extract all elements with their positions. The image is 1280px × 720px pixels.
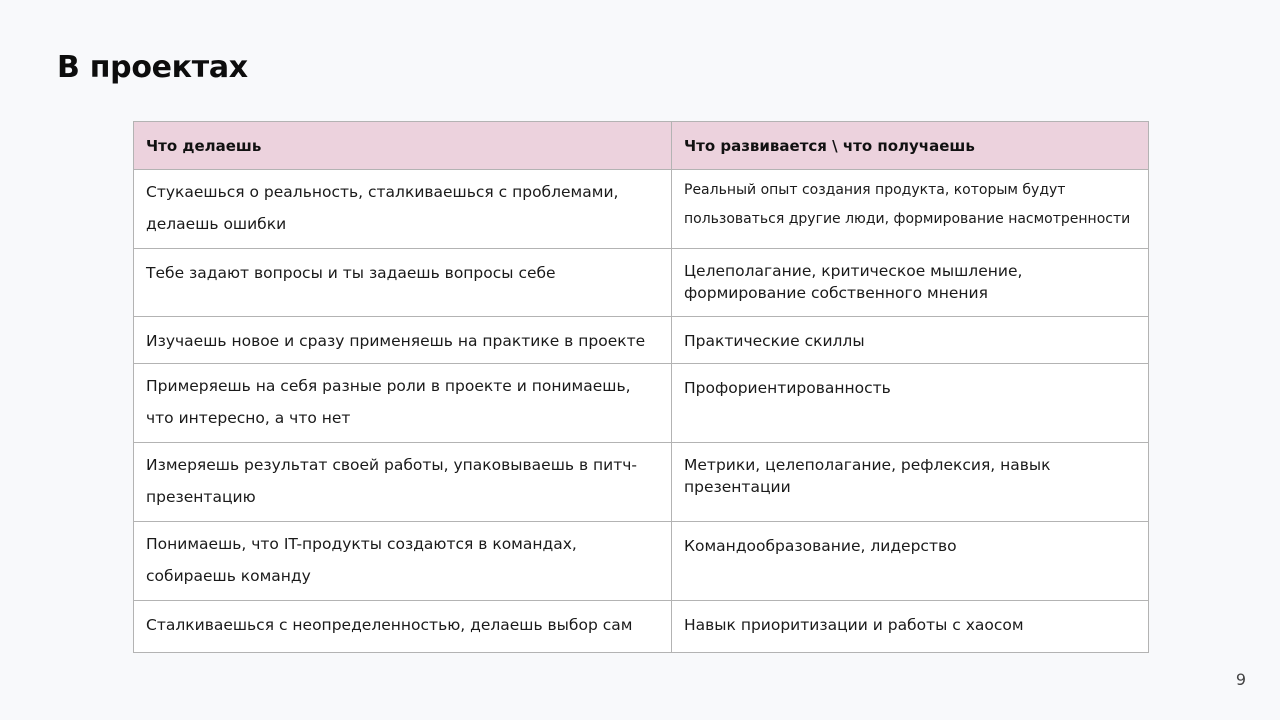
cell-gain <box>672 364 1149 443</box>
page-number: 9 <box>1235 670 1246 689</box>
cell-gain-text: Метрики, целеполагание, рефлексия, навык презентации <box>684 456 1051 496</box>
cell-doing <box>134 522 672 601</box>
cell-gain-text: Целеполагание, критическое мышление, формирование собственного мнения <box>684 262 1023 302</box>
table-row <box>134 317 1149 364</box>
cell-doing <box>134 249 672 317</box>
cell-doing-text: Измеряешь результат своей работы, упаковываешь в питч-презентацию <box>146 456 637 506</box>
cell-gain-text: Профориентированность <box>684 379 891 397</box>
cell-doing <box>134 317 672 364</box>
cell-doing <box>134 601 672 653</box>
slide-title: В проектах <box>57 50 248 85</box>
table-row <box>134 249 1149 317</box>
cell-doing <box>134 443 672 522</box>
cell-gain-text: Реальный опыт создания продукта, которым будут пользоваться другие люди, формирование насмотренности <box>684 182 1131 227</box>
cell-gain <box>672 317 1149 364</box>
table-row <box>134 522 1149 601</box>
cell-gain-text: Командообразование, лидерство <box>684 537 957 555</box>
header-gain: Что развивается \ что получаешь <box>672 122 1149 170</box>
cell-gain <box>672 249 1149 317</box>
table-row <box>134 443 1149 522</box>
cell-gain <box>672 522 1149 601</box>
cell-gain <box>672 601 1149 653</box>
cell-doing-text: Изучаешь новое и сразу применяешь на практике в проекте <box>146 332 646 350</box>
cell-gain <box>672 443 1149 522</box>
table-row <box>134 170 1149 249</box>
cell-gain <box>672 170 1149 249</box>
table-header-row <box>134 122 1149 170</box>
cell-doing-text: Стукаешься о реальность, сталкиваешься с проблемами, делаешь ошибки <box>146 183 619 233</box>
header-doing: Что делаешь <box>134 122 672 170</box>
cell-doing-text: Тебе задают вопросы и ты задаешь вопросы себе <box>146 264 556 282</box>
comparison-table-container <box>133 121 1148 653</box>
cell-doing-text: Примеряешь на себя разные роли в проекте и понимаешь, что интересно, а что нет <box>146 377 631 427</box>
cell-doing <box>134 364 672 443</box>
cell-gain-text: Практические скиллы <box>684 332 865 350</box>
table-row <box>134 364 1149 443</box>
comparison-table <box>133 121 1149 653</box>
cell-doing-text: Понимаешь, что IT-продукты создаются в командах, собираешь команду <box>146 535 577 585</box>
cell-doing <box>134 170 672 249</box>
table-row <box>134 601 1149 653</box>
cell-gain-text: Навык приоритизации и работы с хаосом <box>684 616 1024 634</box>
cell-doing-text: Сталкиваешься с неопределенностью, делаешь выбор сам <box>146 616 633 634</box>
